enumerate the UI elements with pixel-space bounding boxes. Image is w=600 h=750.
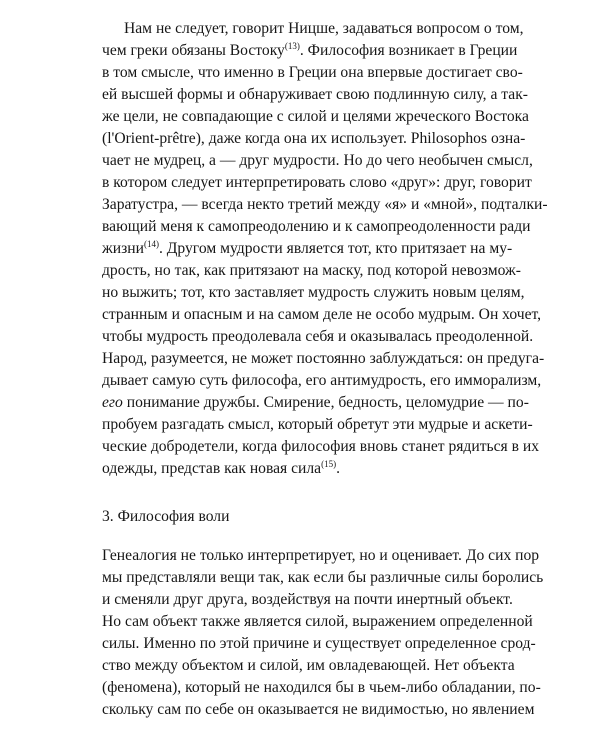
text-line: же цели, не совпадающие с силой и целями жреческого Востока <box>102 108 529 125</box>
text-line: странным и опасным и на самом деле не особо мудрым. Он хочет, <box>102 306 542 323</box>
text-line: в том смысле, что именно в Греции она впервые достигает сво- <box>102 64 523 81</box>
text-line: дывает самую суть философа, его антимудрость, его имморализм, <box>102 372 542 389</box>
text-line: ство между объектом и силой, им овладевающей. Нет объекта <box>102 657 515 674</box>
text-line: дрость, но так, как притязают на маску, под которой невозмож- <box>102 262 521 279</box>
italic-emphasis: его <box>102 394 123 411</box>
text-line: в котором следует интерпретировать слово «друг»: друг, говорит <box>102 174 532 191</box>
text-line: жизни$^{(14)}$. Другом мудрости является тот, кто притязает на му- <box>102 239 513 257</box>
text-line: (l'Orient-prêtre), даже когда она их использует. Philosophos озна- <box>102 130 526 147</box>
text-line: ческие добродетели, когда философия вновь станет рядиться в их <box>102 438 540 455</box>
footnote-ref-13[interactable]: (13) <box>284 41 300 51</box>
text-line: чтобы мудрость преодолевала себя и оказывалась преодоленной. <box>102 328 534 345</box>
text-line: чем греки обязаны Востоку$^{(13)}$. Философия возникает в Греции <box>102 41 518 59</box>
text-line: скольку сам по себе он оказывается не видимостью, но явлением <box>102 701 535 718</box>
text-line: пробуем разгадать смысл, который обретут эти мудрые и аскети- <box>102 416 533 433</box>
text-line: вающий меня к самопреодолению и к самопреодоленности ради <box>102 218 531 235</box>
text-line: (феномена), который не находился бы в чьем-либо обладании, по- <box>102 679 541 696</box>
text-line: чает не мудрец, а — друг мудрости. Но до чего необычен смысл, <box>102 152 533 169</box>
text-line: ей высшей формы и обнаруживает свою подлинную силу, а так- <box>102 86 528 103</box>
text-line: Заратустра, — всегда некто третий между «я» и «мной», подталки- <box>102 196 548 213</box>
text-line: одежды, представ как новая сила$^{(15)}$. <box>102 459 340 477</box>
text-line: силы. Именно по этой причине и существует определенное срод- <box>102 635 536 652</box>
footnote-ref-14[interactable]: (14) <box>143 239 159 249</box>
text-line: мы представляли вещи так, как если бы различные силы боролись <box>102 569 544 586</box>
text-line: Но сам объект также является силой, выражением определенной <box>102 613 533 630</box>
footnote-ref-15[interactable]: (15) <box>321 459 337 469</box>
text-line: и сменяли друг друга, воздействуя на почти инертный объект. <box>102 591 513 608</box>
text-line: Народ, разумеется, не может постоянно заблуждаться: он предуга- <box>102 350 545 367</box>
text-line: Нам не следует, говорит Ницше, задаваться вопросом о том, <box>124 20 524 37</box>
text-line: его понимание дружбы. Смирение, бедность, целомудрие — по- <box>102 394 529 411</box>
text-line: но выжить; тот, кто заставляет мудрость служить новым целям, <box>102 284 525 301</box>
text-line: Генеалогия не только интерпретирует, но и оценивает. До сих пор <box>102 547 540 564</box>
section-heading: 3. Философия воли <box>102 508 230 525</box>
